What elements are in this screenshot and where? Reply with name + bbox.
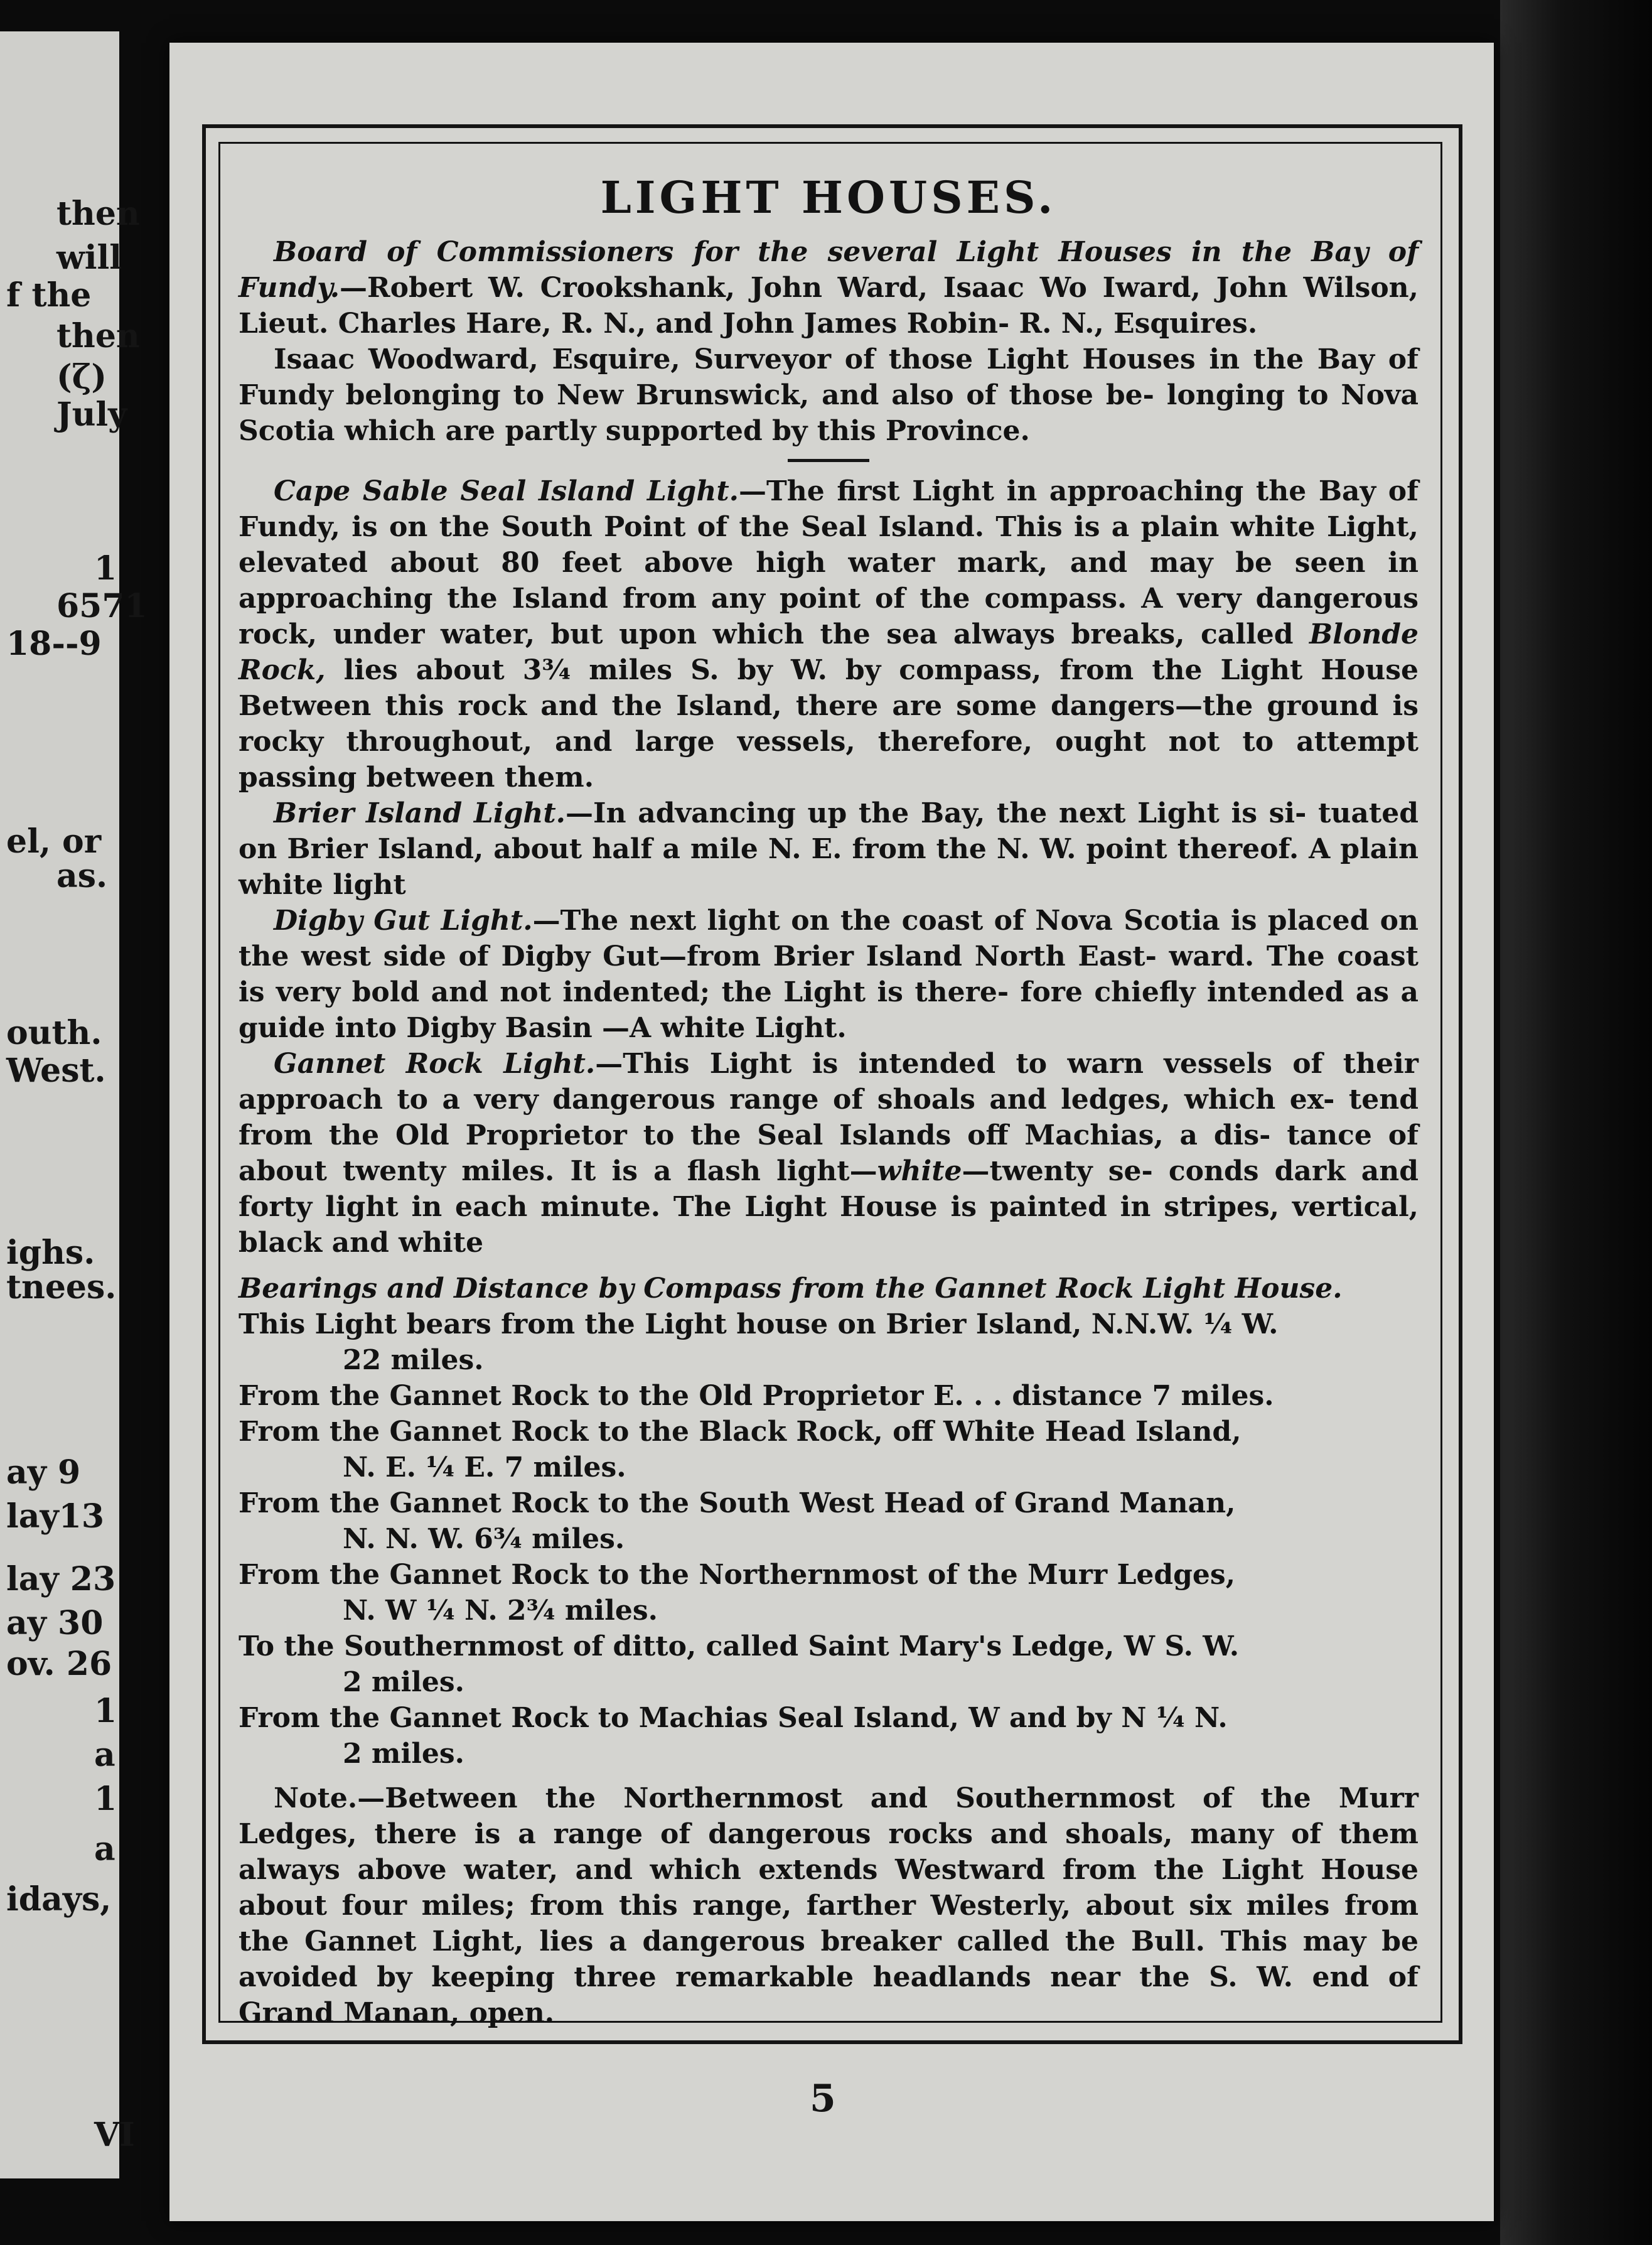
note-paragraph: [239, 1780, 1419, 2031]
fragment-text: outh.: [6, 1014, 102, 1052]
fragment-text: 1: [94, 549, 117, 588]
light-name: Brier Island Light.: [274, 797, 566, 829]
page-number: 5: [810, 2077, 836, 2121]
bearings-list: [239, 1306, 1419, 1772]
fragment-text: then: [56, 195, 140, 233]
bearing-entry: From the Gannet Rock to the Northernmost of the Murr Ledges, N. W ¼ N. 2¾ miles.: [239, 1559, 1236, 1627]
fragment-text: f the: [6, 276, 92, 315]
light-paragraph: Cape Sable Seal Island Light.—The first Light in approaching the Bay of Fundy, is on the South Point of the Seal Island. This is a plain white Light, elevated about 80 feet above high water mark, and may be seen in approaching the Island from any point of the compass. A very dangerous rock, under water, but upon which the sea always breaks, called Blonde Rock, lies about 3¾ miles S. by W. by compass, from the Light House Between this rock and the Island, there are some dangers—the ground is rocky throughout, and large vessels, therefore, ought not to attempt passing between them.: [239, 475, 1419, 794]
bearings-heading: Bearings and Distance by Compass from the Gannet Rock Light House.: [239, 1273, 1343, 1305]
fragment-text: West.: [6, 1052, 106, 1090]
fragment-text: lay 23: [6, 1560, 116, 1598]
fragment-text: a: [94, 1736, 115, 1774]
fragment-text: as.: [56, 857, 108, 895]
bearing-entry: From the Gannet Rock to the Old Proprietor E. . . distance 7 miles.: [239, 1380, 1274, 1412]
fragment-text: a: [94, 1830, 115, 1868]
fragment-text: will: [56, 239, 122, 277]
light-name: Gannet Rock Light.: [274, 1048, 596, 1080]
note-label: Note.: [274, 1782, 358, 1814]
fragment-text: (ζ): [56, 358, 107, 396]
fragment-text: lay13: [6, 1497, 105, 1536]
fragment-text: idays,: [6, 1880, 112, 1919]
light-paragraph: Brier Island Light.—In advancing up the Bay, the next Light is si- tuated on Brier Island, about half a mile N. E. from the N. W. point thereof. A plain white light: [239, 797, 1419, 901]
fragment-text: 1: [94, 1780, 117, 1818]
light-paragraph: Digby Gut Light.—The next light on the coast of Nova Scotia is placed on the west side of Digby Gut—from Brier Island North East- ward. The coast is very bold and not indented; the Light is there- fore chiefly intended as a guide into Digby Basin —A white Light.: [239, 905, 1419, 1044]
fragment-text: VI: [94, 2116, 135, 2154]
fragment-text: 18--9: [6, 625, 102, 663]
fragment-text: 6571: [56, 587, 148, 625]
surveyor-paragraph: Isaac Woodward, Esquire, Surveyor of those Light Houses in the Bay of Fundy belonging to New Brunswick, and also of those be- longing to Nova Scotia which are partly supported by this Province.: [239, 343, 1419, 447]
bearing-entry: This Light bears from the Light house on Brier Island, N.N.W. ¼ W. 22 miles.: [239, 1308, 1279, 1376]
light-colour: white: [877, 1155, 962, 1187]
light-paragraph: Gannet Rock Light.—This Light is intended to warn vessels of their approach to a very dangerous range of shoals and ledges, which ex- tend from the Old Proprietor to the Seal Islands off Machias, a dis- tance of about twenty miles. It is a flash light—white—twenty se- conds dark and forty light in each minute. The Light House is painted in stripes, vertical, black and white: [239, 1048, 1419, 1259]
light-name: Cape Sable Seal Island Light.: [274, 475, 739, 507]
adjacent-page-fragment: [0, 31, 148, 2178]
board-heading: Board of Commissioners for the several Light Houses in the Bay of Fundy.: [239, 236, 1419, 304]
fragment-text: ay 9: [6, 1453, 81, 1492]
rock-name: Blonde Rock,: [239, 618, 1419, 686]
fragment-text: ov. 26: [6, 1645, 112, 1683]
document-page: [169, 43, 1494, 2221]
fragment-text: tnees.: [6, 1268, 117, 1306]
scan-backdrop: [1500, 0, 1652, 2245]
page-content: [239, 148, 1419, 2029]
fragment-text: ighs.: [6, 1234, 95, 1272]
fragment-text: July: [56, 396, 127, 434]
fragment-text: el, or: [6, 822, 102, 861]
note-text: —Between the Northernmost and Southernmost of the Murr Ledges, there is a range of dangerous rocks and shoals, many of them always above water, and which extends Westward from the Light House about four miles; from this range, farther Westerly, about six miles from the Gannet Light, lies a dangerous breaker called the Bull. This may be avoided by keeping three remarkable headlands near the S. W. end of Grand Manan, open.: [239, 1782, 1419, 2029]
bearing-entry: To the Southernmost of ditto, called Saint Mary's Ledge, W S. W. 2 miles.: [239, 1630, 1240, 1698]
fragment-text: 1: [94, 1692, 117, 1730]
bearing-entry: From the Gannet Rock to Machias Seal Island, W and by N ¼ N. 2 miles.: [239, 1702, 1228, 1770]
fragment-text: then: [56, 317, 140, 355]
fragment-text: ay 30: [6, 1604, 104, 1642]
bearing-entry: From the Gannet Rock to the South West Head of Grand Manan, N. N. W. 6¾ miles.: [239, 1487, 1236, 1555]
bearing-entry: From the Gannet Rock to the Black Rock, off White Head Island, N. E. ¼ E. 7 miles.: [239, 1416, 1242, 1483]
board-names: —Robert W. Crookshank, John Ward, Isaac Wo Iward, John Wilson, Lieut. Charles Hare, R. N., and John James Robin- R. N., Esquires.: [239, 272, 1419, 340]
board-paragraph: [239, 234, 1419, 342]
page-title: LIGHT HOUSES.: [600, 171, 1057, 223]
light-name: Digby Gut Light.: [274, 905, 533, 937]
section-divider: [788, 459, 869, 462]
